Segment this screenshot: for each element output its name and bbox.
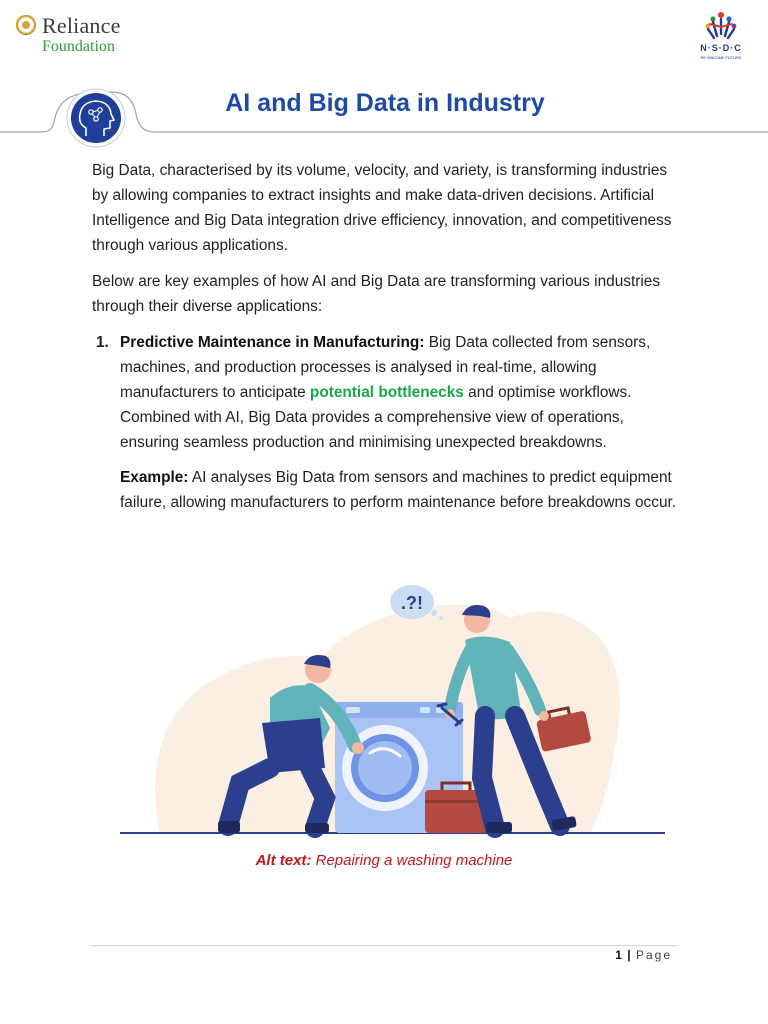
reliance-sun-icon <box>16 15 36 35</box>
list-item-text-before: Big Data collected from sensors, machines, and production processes is analysed in real-time, allowing manufacturers to anticipate <box>120 334 651 401</box>
logo-text-reliance: Reliance <box>42 13 121 38</box>
list-item-number: 1. <box>96 334 109 351</box>
page-label: Page <box>635 948 672 962</box>
caption-label: Alt text: <box>255 852 312 869</box>
list-item-heading: Predictive Maintenance in Manufacturing: <box>120 334 425 351</box>
page-footer <box>540 948 672 962</box>
examples-intro-paragraph: Below are key examples of how AI and Big Data are transforming various industries through their diverse applications: <box>92 273 661 315</box>
nsdc-acronym: N·S·D·C <box>700 43 742 53</box>
nsdc-people-icon <box>686 10 756 44</box>
numbered-list <box>92 330 682 455</box>
reliance-foundation-logo <box>14 12 154 58</box>
washing-machine-repair-illustration <box>120 578 665 838</box>
logo-text-foundation: Foundation <box>42 38 115 55</box>
example-text: AI analyses Big Data from sensors and machines to predict equipment failure, allowing manufacturers to perform maintenance before breakdowns occur. <box>120 469 677 511</box>
nsdc-logo <box>686 10 756 64</box>
example-label: Example: <box>120 469 189 486</box>
thought-bubble <box>390 585 443 620</box>
intro-paragraph: Big Data, characterised by its volume, velocity, and variety, is transforming industries by allowing companies to extract insights and make data-driven decisions. Artificial Intelligence and Big Data integration drive efficiency, innovation, and competitiveness through various applications. <box>92 162 672 254</box>
page-title: AI and Big Data in Industry <box>225 89 545 117</box>
page-number: 1 <box>615 948 622 962</box>
nsdc-tagline: RE·IMAGINE FUTURE <box>700 55 742 60</box>
caption-text: Repairing a washing machine <box>315 852 513 869</box>
body-content <box>92 158 682 526</box>
page-separator: | <box>627 948 631 962</box>
ai-head-emblem-icon <box>67 89 125 147</box>
list-item <box>92 330 682 455</box>
thought-bubble-text: .?! <box>401 593 423 613</box>
list-item-highlight: potential bottlenecks <box>309 384 464 401</box>
list-item-text-after: and optimise workflows. Combined with AI, Big Data provides a comprehensive view of operations, ensuring seamless production and minimising unexpected breakdowns. <box>120 384 632 451</box>
image-caption <box>0 852 768 869</box>
footer-rule <box>90 945 678 946</box>
example-paragraph <box>92 465 682 515</box>
